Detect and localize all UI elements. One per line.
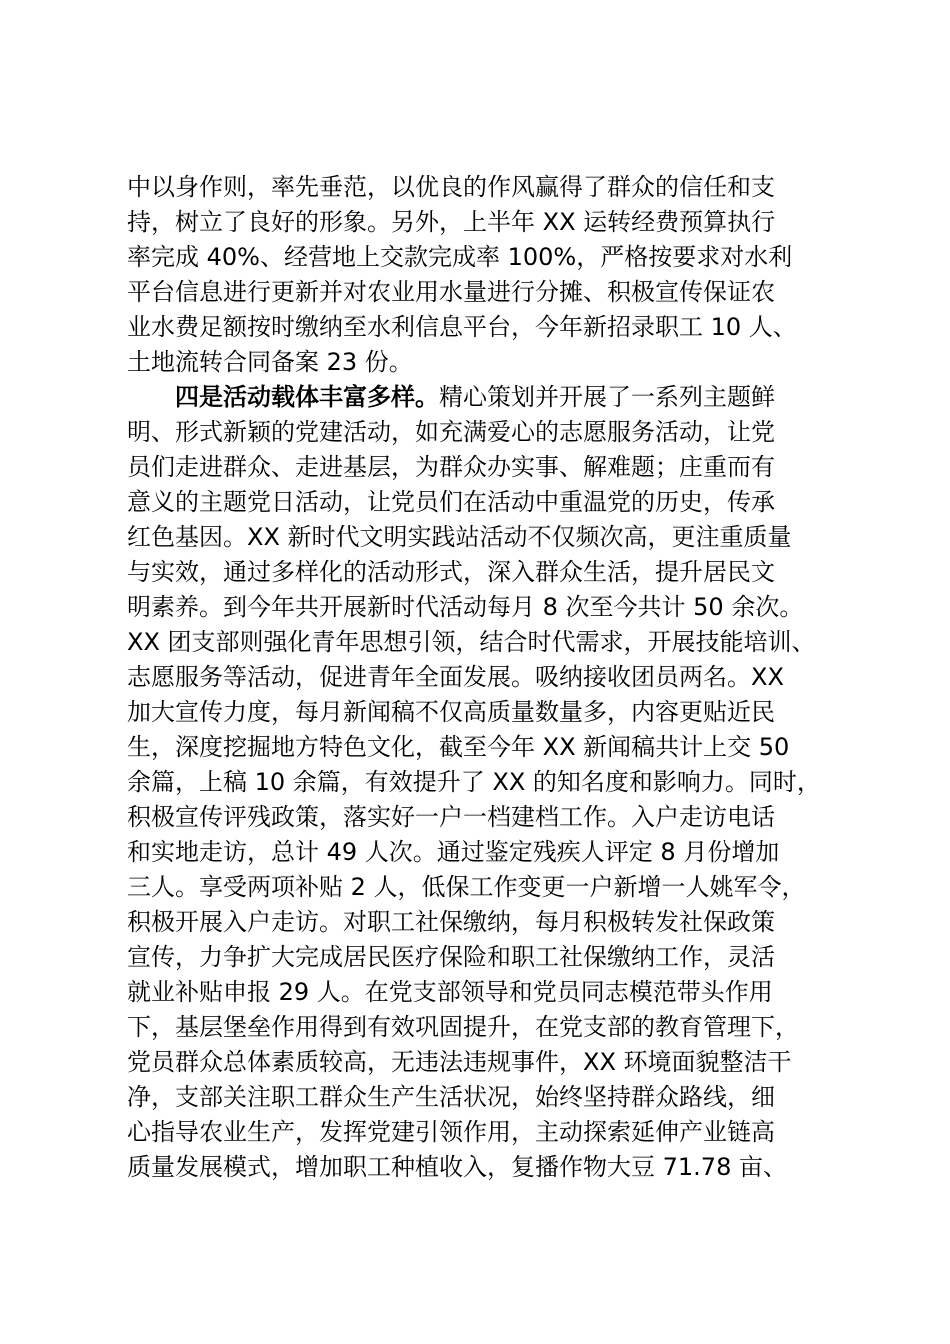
paragraph-heading: 四是活动载体丰富多样。 xyxy=(175,383,439,411)
text-line: 积极宣传评残政策，落实好一户一档建档工作。入户走访电话 xyxy=(127,803,775,831)
text-line: 宣传，力争扩大完成居民医疗保险和职工社保缴纳工作，灵活 xyxy=(127,943,775,971)
text-line: 就业补贴申报 29 人。在党支部领导和党员同志模范带头作用 xyxy=(127,978,773,1006)
paragraph-2 xyxy=(127,380,857,1185)
text-line: 三人。享受两项补贴 2 人，低保工作变更一户新增一人姚军令， xyxy=(127,873,806,901)
text-line: 余篇，上稿 10 余篇，有效提升了 XX 的知名度和影响力。同时， xyxy=(127,768,821,796)
text-line: 净，支部关注职工群众生产生活状况，始终坚持群众路线，细 xyxy=(127,1083,775,1111)
paragraph-1 xyxy=(127,170,857,380)
text-line: 持，树立了良好的形象。另外，上半年 XX 运转经费预算执行 xyxy=(127,208,776,236)
text-line: 明、形式新颖的党建活动，如充满爱心的志愿服务活动，让党 xyxy=(127,418,775,446)
text-line: 与实效，通过多样化的活动形式，深入群众生活，提升居民文 xyxy=(127,558,775,586)
text-line: 意义的主题党日活动，让党员们在活动中重温党的历史，传承 xyxy=(127,488,775,516)
text-line: 质量发展模式，增加职工种植收入，复播作物大豆 71.78 亩、 xyxy=(127,1153,787,1181)
text-line: 率完成 40%、经营地上交款完成率 100%，严格按要求对水利 xyxy=(127,243,793,271)
text-line: XX 团支部则强化青年思想引领，结合时代需求，开展技能培训、 xyxy=(127,628,816,656)
text-line: 志愿服务等活动，促进青年全面发展。吸纳接收团员两名。XX xyxy=(127,663,784,691)
text-line: 业水费足额按时缴纳至水利信息平台，今年新招录职工 10 人、 xyxy=(127,313,797,341)
text-line: 平台信息进行更新并对农业用水量进行分摊、积极宣传保证农 xyxy=(127,278,775,306)
text-line: 中以身作则，率先垂范，以优良的作风赢得了群众的信任和支 xyxy=(127,173,775,201)
text-line: 红色基因。XX 新时代文明实践站活动不仅频次高，更注重质量 xyxy=(127,523,792,551)
text-line: 土地流转合同备案 23 份。 xyxy=(127,348,413,376)
text-line: 党员群众总体素质较高，无违法违规事件，XX 环境面貌整洁干 xyxy=(127,1048,792,1076)
text-line: 下，基层堡垒作用得到有效巩固提升，在党支部的教育管理下， xyxy=(127,1013,799,1041)
text-line: 生，深度挖掘地方特色文化，截至今年 XX 新闻稿共计上交 50 xyxy=(127,733,790,761)
text-line: 和实地走访，总计 49 人次。通过鉴定残疾人评定 8 月份增加 xyxy=(127,838,780,866)
paragraph-first-line xyxy=(127,380,857,415)
text-line: 员们走进群众、走进基层，为群众办实事、解难题；庄重而有 xyxy=(127,453,775,481)
body-text xyxy=(127,170,857,1185)
text-line: 积极开展入户走访。对职工社保缴纳，每月积极转发社保政策 xyxy=(127,908,775,936)
text-line: 明素养。到今年共开展新时代活动每月 8 次至今共计 50 余次。 xyxy=(127,593,804,621)
text-line: 心指导农业生产，发挥党建引领作用，主动探索延伸产业链高 xyxy=(127,1118,775,1146)
text-line-rest: 精心策划并开展了一系列主题鲜 xyxy=(439,383,775,411)
text-line: 加大宣传力度，每月新闻稿不仅高质量数量多，内容更贴近民 xyxy=(127,698,775,726)
